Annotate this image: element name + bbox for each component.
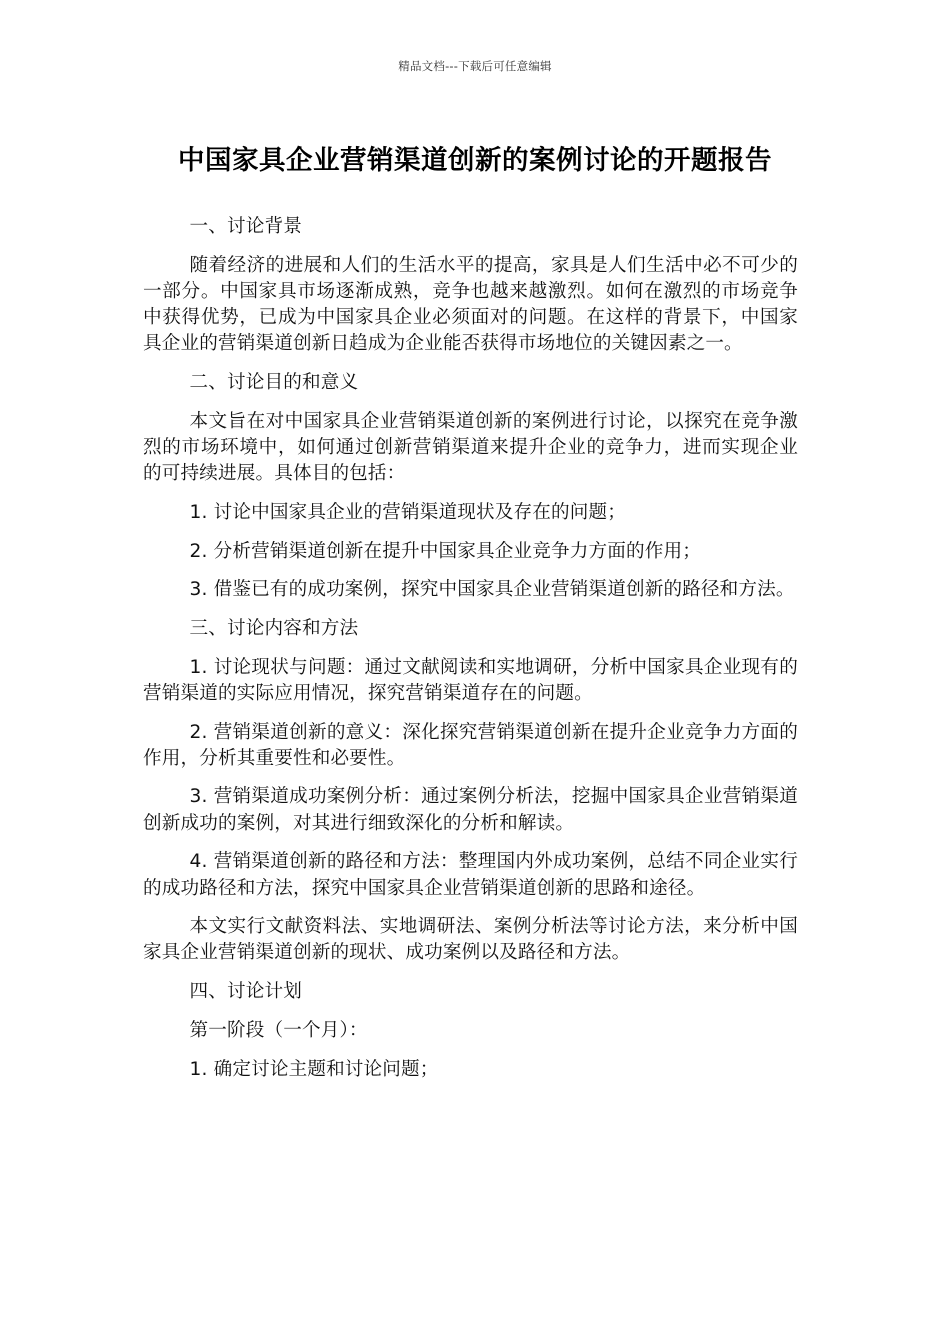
section-heading-purpose: 二、讨论目的和意义 (189, 372, 359, 394)
paragraph-background: 随着经济的进展和人们的生活水平的提高，家具是人们生活中必不可少的一部分。中国家具市场逐渐成熟，竞争也越来越激烈。如何在激烈的市场竞争中获得优势，已成为中国家具企业必须面对的问题。在这样的背景下，中国家具企业的营销渠道创新日趋成为企业能否获得市场地位的关键因素之一。 (143, 254, 798, 355)
paragraph-methods: 本文实行文献资料法、实地调研法、案例分析法等讨论方法，来分析中国家具企业营销渠道创新的现状、成功案例以及路径和方法。 (143, 916, 798, 964)
plan-stage-1: 第一阶段（一个月）： (189, 1019, 368, 1041)
list-item-purpose-3: 3. 借鉴已有的成功案例，探究中国家具企业营销渠道创新的路径和方法。 (189, 579, 795, 601)
section-heading-plan: 四、讨论计划 (189, 981, 302, 1003)
document-body (143, 214, 798, 1095)
document-title: 中国家具企业营销渠道创新的案例讨论的开题报告 (178, 145, 772, 176)
list-item-content-2: 2. 营销渠道创新的意义：深化探究营销渠道创新在提升企业竞争力方面的作用，分析其重要性和必要性。 (143, 721, 798, 769)
list-item-content-1: 1. 讨论现状与问题：通过文献阅读和实地调研，分析中国家具企业现有的营销渠道的实际应用情况，探究营销渠道存在的问题。 (143, 656, 798, 704)
section-heading-background: 一、讨论背景 (189, 216, 302, 237)
list-item-content-3: 3. 营销渠道成功案例分析：通过案例分析法，挖掘中国家具企业营销渠道创新成功的案例，对其进行细致深化的分析和解读。 (143, 786, 798, 834)
list-item-purpose-1: 1. 讨论中国家具企业的营销渠道现状及存在的问题； (189, 501, 626, 523)
list-item-plan-1: 1. 确定讨论主题和讨论问题； (189, 1058, 439, 1080)
header-note: 精品文档---下载后可任意编辑 (398, 59, 552, 73)
paragraph-purpose: 本文旨在对中国家具企业营销渠道创新的案例进行讨论，以探究在竞争激烈的市场环境中，如何通过创新营销渠道来提升企业的竞争力，进而实现企业的可持续进展。具体目的包括： (143, 410, 798, 485)
list-item-content-4: 4. 营销渠道创新的路径和方法：整理国内外成功案例，总结不同企业实行的成功路径和方法，探究中国家具企业营销渠道创新的思路和途径。 (143, 851, 798, 899)
list-item-purpose-2: 2. 分析营销渠道创新在提升中国家具企业竞争力方面的作用； (189, 540, 701, 562)
section-heading-content-methods: 三、讨论内容和方法 (189, 617, 359, 639)
